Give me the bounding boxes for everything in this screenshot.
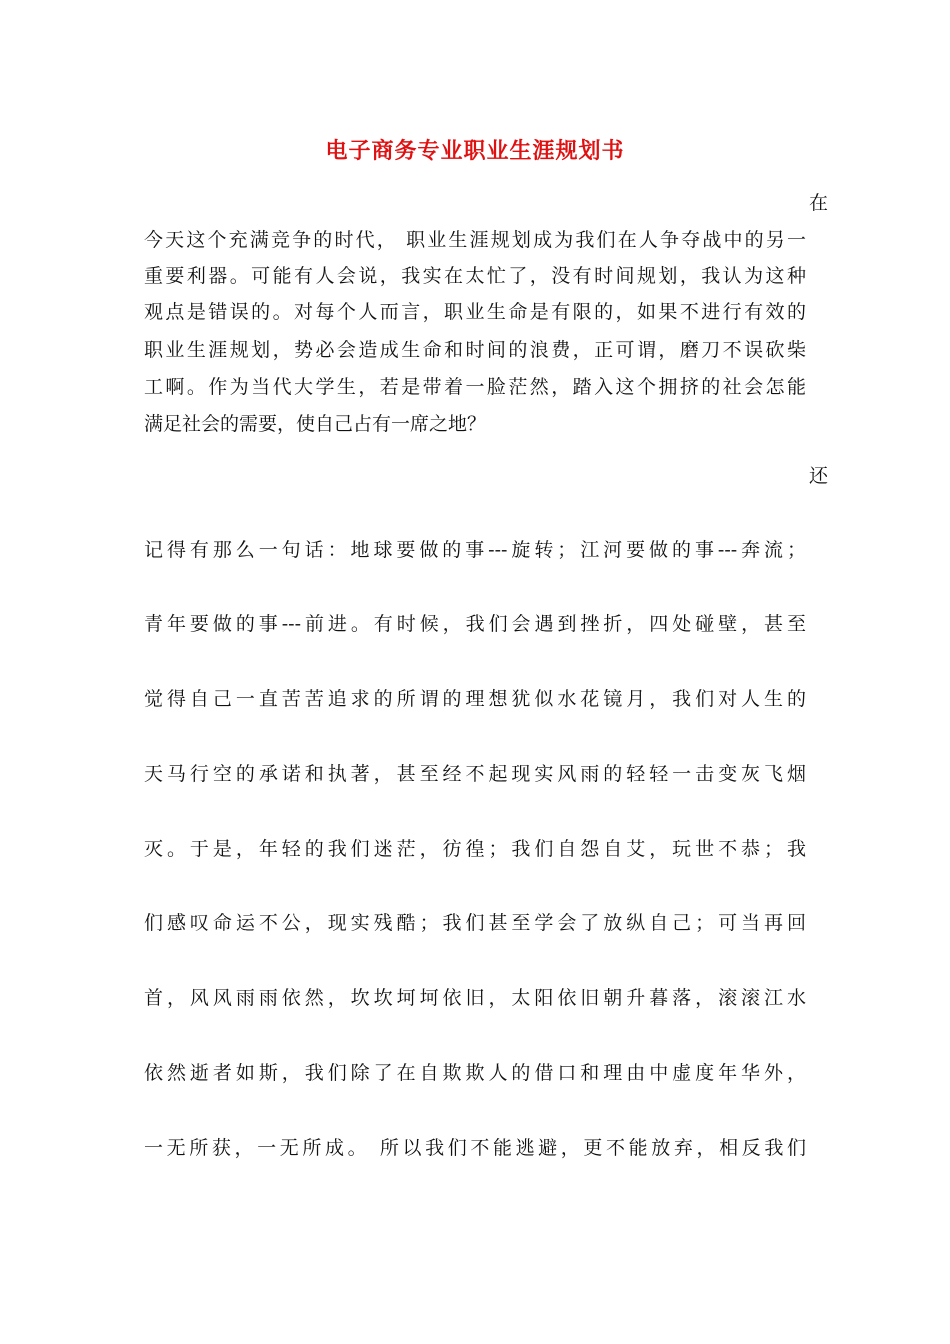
paragraph-2-line: 灭。于是，年轻的我们迷茫，彷徨；我们自怨自艾，玩世不恭；我 (144, 838, 806, 860)
document-title: 电子商务专业职业生涯规划书 (325, 138, 625, 164)
paragraph-2-line: 记得有那么一句话：地球要做的事---旋转；江河要做的事---奔流； (144, 539, 806, 561)
paragraph-1-line: 重要利器。可能有人会说，我实在太忙了，没有时间规划，我认为这种 (144, 265, 806, 287)
paragraph-1-line: 满足社会的需要，使自己占有一席之地？ (144, 413, 487, 435)
paragraph-2-line: 觉得自己一直苦苦追求的所谓的理想犹似水花镜月，我们对人生的 (144, 688, 806, 710)
paragraph-2-line: 首，风风雨雨依然，坎坎坷坷依旧，太阳依旧朝升暮落，滚滚江水 (144, 987, 806, 1009)
paragraph-2-line: 青年要做的事---前进。有时候，我们会遇到挫折，四处碰壁，甚至 (144, 613, 806, 635)
paragraph-1-line: 今天这个充满竞争的时代， 职业生涯规划成为我们在人争夺战中的另一 (144, 229, 806, 251)
paragraph-1-line: 工啊。作为当代大学生，若是带着一脸茫然，踏入这个拥挤的社会怎能 (144, 376, 806, 398)
paragraph-2-line: 依然逝者如斯，我们除了在自欺欺人的借口和理由中虚度年华外， (144, 1062, 806, 1084)
paragraph-2-line: 一无所获，一无所成。 所以我们不能逃避，更不能放弃，相反我们 (144, 1137, 806, 1159)
paragraph-1-lead-char: 在 (808, 192, 828, 214)
paragraph-2-line: 天马行空的承诺和执著，甚至经不起现实风雨的轻轻一击变灰飞烟 (144, 763, 806, 785)
paragraph-2-line: 们感叹命运不公，现实残酷；我们甚至学会了放纵自己；可当再回 (144, 912, 806, 934)
paragraph-1-line: 观点是错误的。对每个人而言，职业生命是有限的，如果不进行有效的 (144, 301, 806, 323)
paragraph-1-line: 职业生涯规划，势必会造成生命和时间的浪费，正可谓，磨刀不误砍柴 (144, 339, 806, 361)
paragraph-2-lead-char: 还 (808, 465, 828, 487)
